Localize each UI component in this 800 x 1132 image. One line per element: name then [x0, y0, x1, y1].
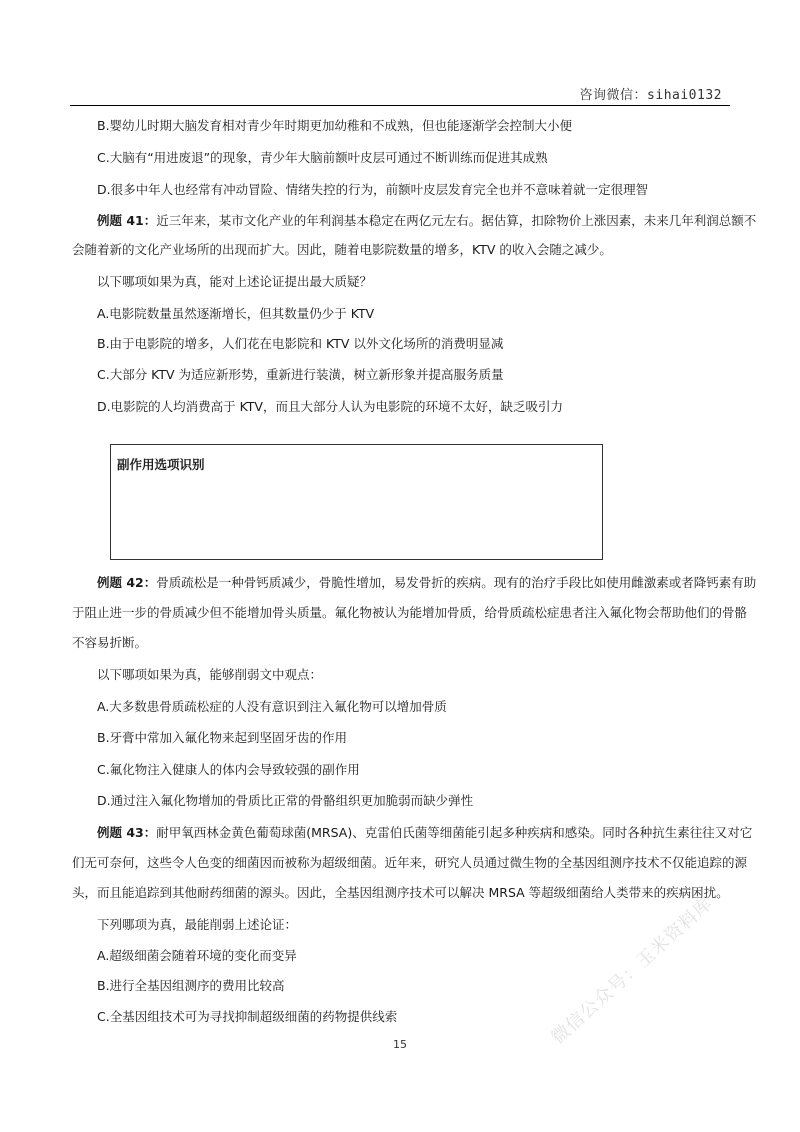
q41-option-d: D.电影院的人均消费高于 KTV，而且大部分人认为电影院的环境不太好，缺乏吸引力	[97, 399, 563, 414]
header-rule	[70, 105, 730, 106]
q42-text-line2: 于阻止进一步的骨质减少但不能增加骨头质量。氟化物被认为能增加骨质，给骨质疏松症患者注入氟化物会帮助他们的骨骼	[72, 605, 748, 620]
q42-option-c: C.氟化物注入健康人的体内会导致较强的副作用	[97, 762, 360, 777]
q40-option-d: D.很多中年人也经常有冲动冒险、情绪失控的行为，前额叶皮层发育完全也并不意味着就一定很理智	[97, 182, 649, 197]
q43-text-line3: 头，而且能追踪到其他耐药细菌的源头。因此，全基因组测序技术可以解决 MRSA 等超级细菌给人类带来的疾病困扰。	[72, 885, 729, 900]
q42-stem-line1	[97, 574, 756, 592]
q42-text-line1: 骨质疏松是一种骨钙质减少，骨脆性增加，易发骨折的疾病。现有的治疗手段比如使用雌激素或者降钙素有助	[156, 575, 757, 590]
q41-stem-line1	[97, 212, 756, 230]
q43-label: 例题 43：	[97, 825, 157, 840]
q40-option-b: B.婴幼儿时期大脑发育相对青少年时期更加幼稚和不成熟，但也能逐渐学会控制大小便	[97, 118, 573, 133]
q42-text-line3: 不容易折断。	[72, 635, 148, 650]
q43-option-b: B.进行全基因组测序的费用比较高	[97, 978, 285, 993]
q42-option-b: B.牙膏中常加入氟化物来起到坚固牙齿的作用	[97, 730, 348, 745]
page-number: 15	[393, 1038, 407, 1051]
header-contact: 咨询微信：sihai0132	[579, 88, 722, 103]
q42-option-a: A.大多数患骨质疏松症的人没有意识到注入氟化物可以增加骨质	[97, 699, 447, 714]
q42-question: 以下哪项如果为真，能够削弱文中观点：	[97, 667, 323, 682]
q40-option-c: C.大脑有“用进废退”的现象，青少年大脑前额叶皮层可通过不断训练而促进其成熟	[97, 150, 548, 165]
q41-question: 以下哪项如果为真，能对上述论证提出最大质疑？	[97, 274, 373, 289]
note-box	[110, 444, 603, 560]
q41-text-line2: 会随着新的文化产业场所的出现而扩大。因此，随着电影院数量的增多，KTV 的收入会随之减少。	[72, 242, 612, 257]
watermark: 微信公众号：玉米资料库	[547, 893, 718, 1049]
q41-text-line1: 近三年来，某市文化产业的年利润基本稳定在两亿元左右。据估算，扣除物价上涨因素，未来几年利润总额不	[156, 213, 757, 228]
q43-text-line2: 们无可奈何，这些令人色变的细菌因而被称为超级细菌。近年来，研究人员通过微生物的全基因组测序技术不仅能追踪的源	[72, 855, 748, 870]
q43-question: 下列哪项为真，最能削弱上述论证：	[97, 917, 298, 932]
q41-label: 例题 41：	[97, 213, 157, 228]
q41-option-b: B.由于电影院的增多，人们花在电影院和 KTV 以外文化场所的消费明显减	[97, 336, 504, 351]
q41-option-c: C.大部分 KTV 为适应新形势，重新进行装潢，树立新形象并提高服务质量	[97, 367, 504, 382]
q42-option-d: D.通过注入氟化物增加的骨质比正常的骨骼组织更加脆弱而缺少弹性	[97, 793, 474, 808]
q42-label: 例题 42：	[97, 575, 157, 590]
note-box-title: 副作用选项识别	[117, 457, 205, 472]
q41-option-a: A.电影院数量虽然逐渐增长，但其数量仍少于 KTV	[97, 306, 375, 321]
q43-stem-line1	[97, 824, 752, 842]
q43-option-c: C.全基因组技术可为寻找抑制超级细菌的药物提供线索	[97, 1009, 398, 1024]
q43-option-a: A.超级细菌会随着环境的变化而变异	[97, 948, 297, 963]
q43-text-line1: 耐甲氧西林金黄色葡萄球菌(MRSA)、克雷伯氏菌等细菌能引起多种疾病和感染。同时各种抗生素往往又对它	[156, 825, 753, 840]
